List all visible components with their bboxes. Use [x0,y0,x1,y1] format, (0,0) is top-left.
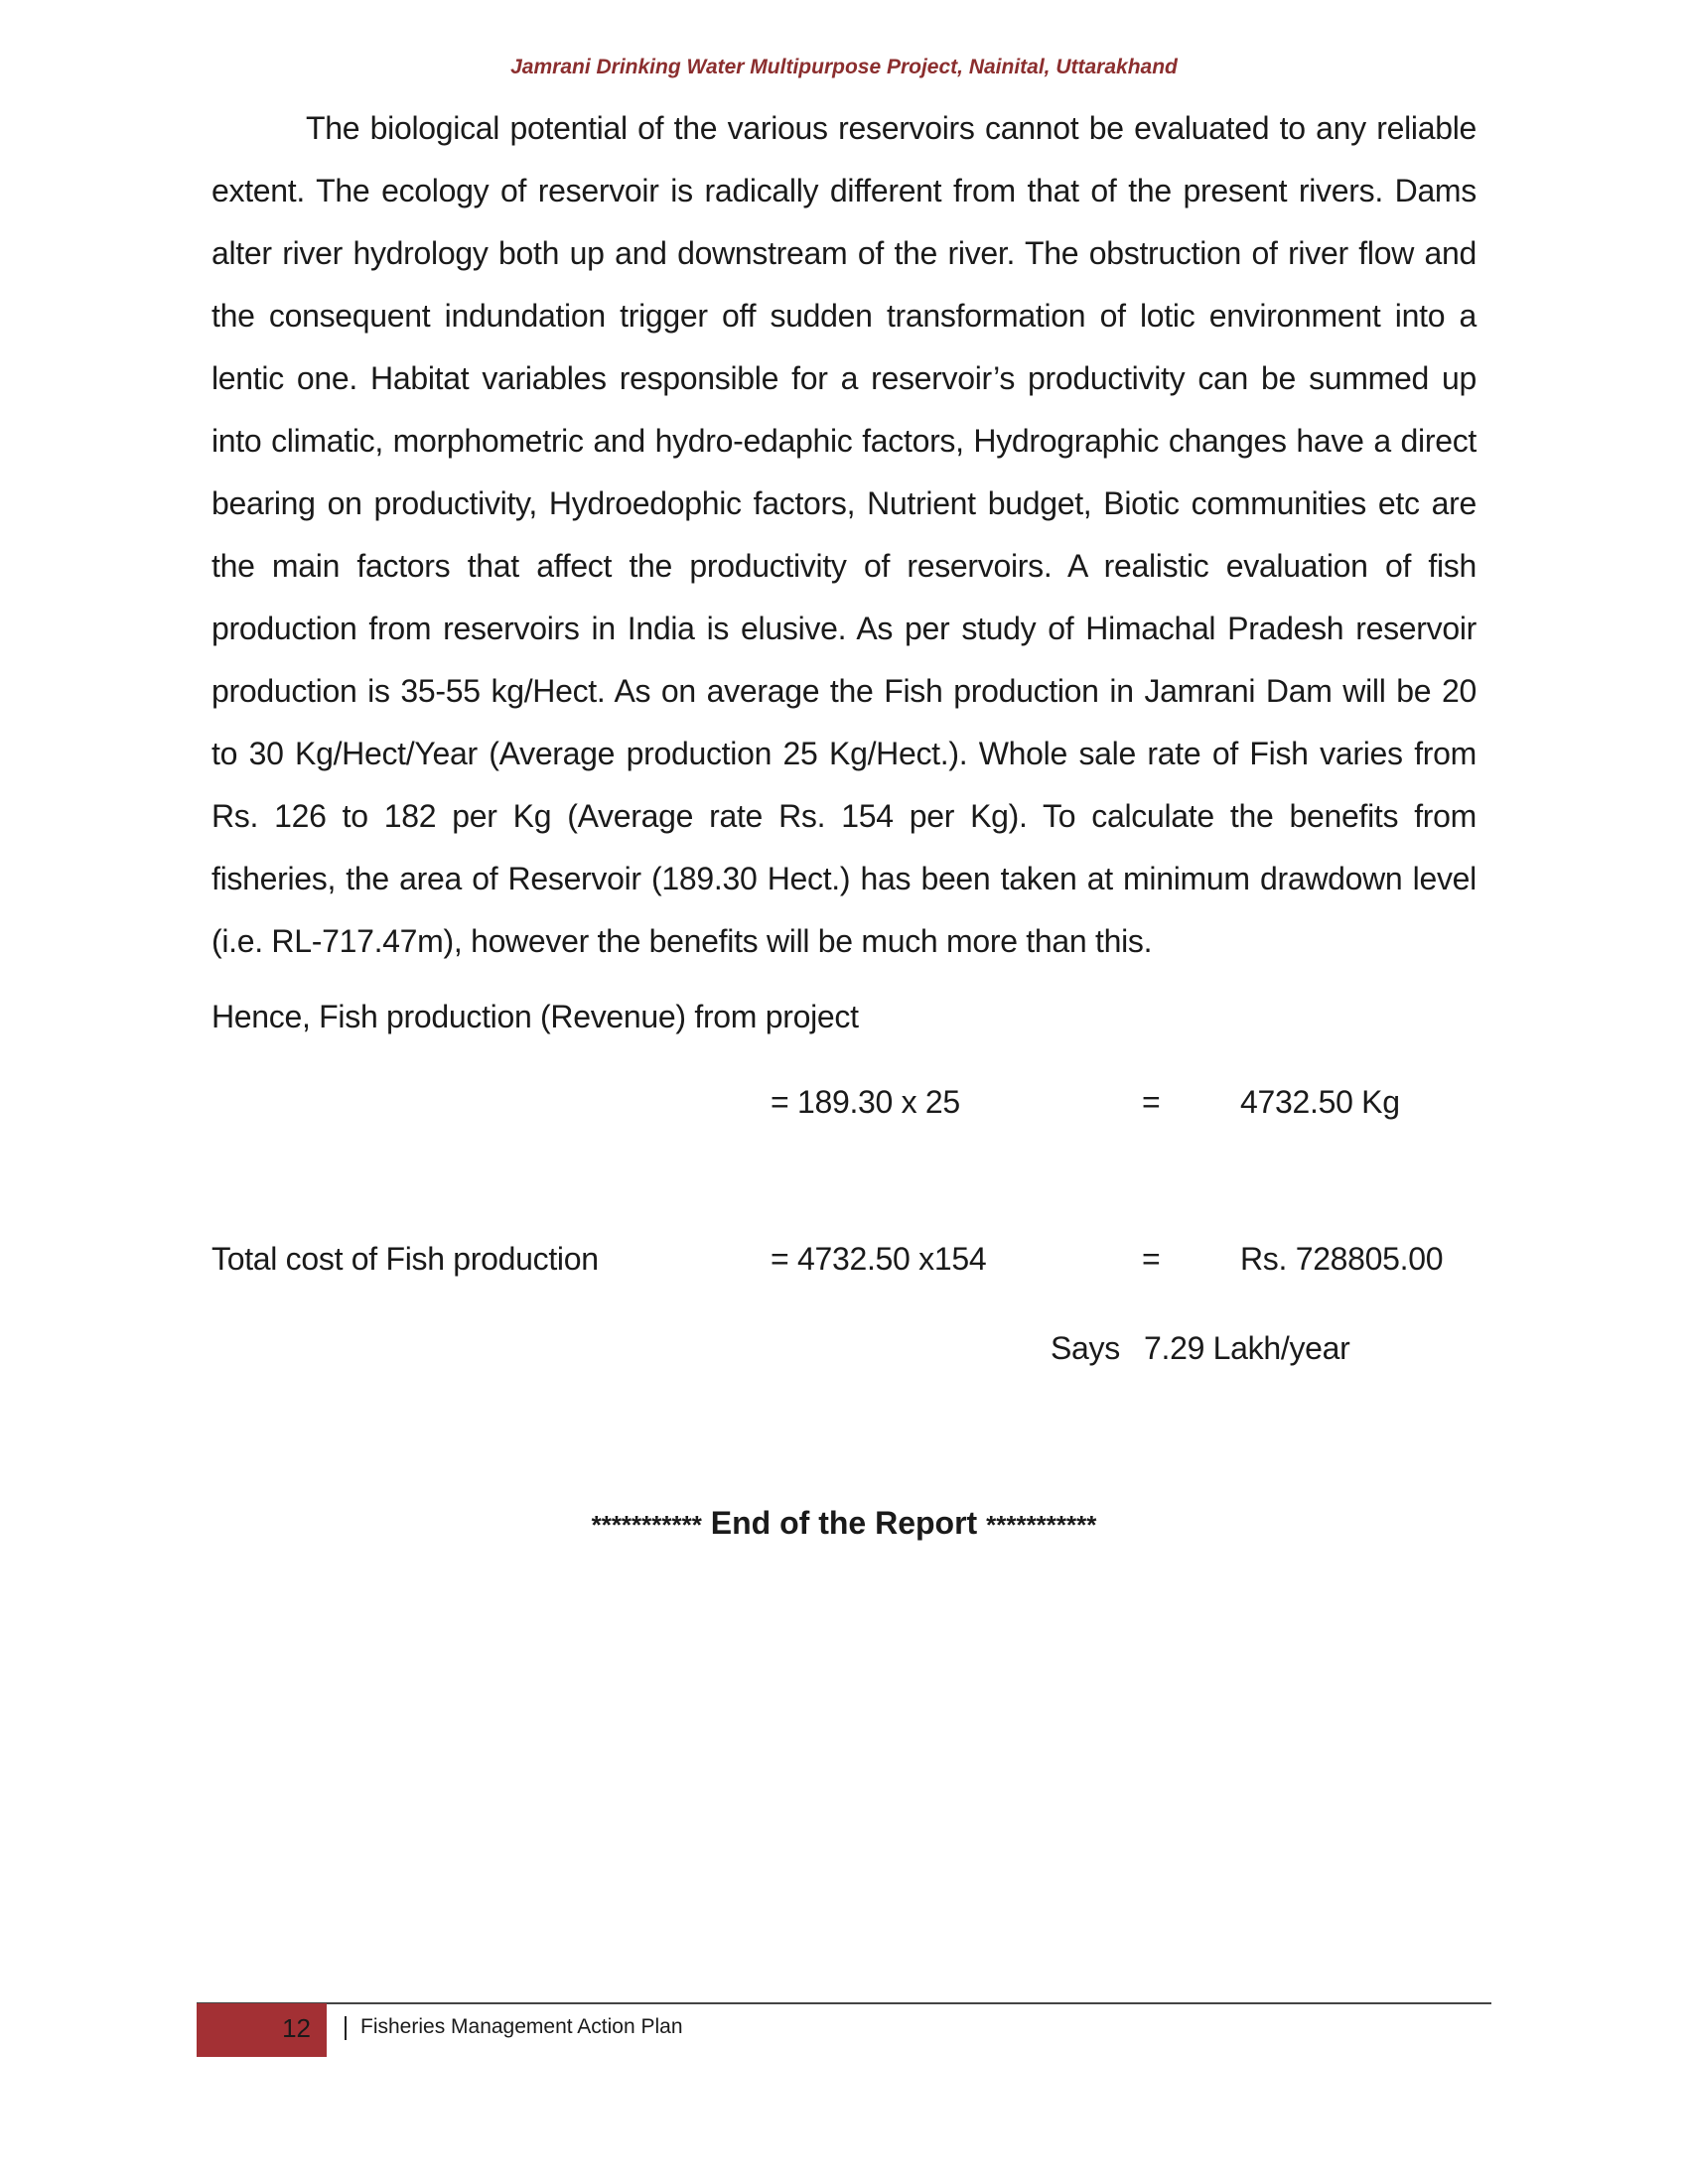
calc-row-production [211,1084,1477,1128]
calculation-intro: Hence, Fish production (Revenue) from project [211,999,859,1034]
end-of-report [0,1505,1688,1542]
footer-divider [197,2002,1491,2004]
calc-label: Total cost of Fish production [211,1241,599,1277]
calc-row-total-cost [211,1241,1477,1285]
page-number-box [197,2003,327,2057]
page-number: 12 [282,2013,311,2043]
footer-title: Fisheries Management Action Plan [360,2015,683,2038]
calc-expression: = 189.30 x 25 [771,1084,960,1120]
end-text: End of the Report [710,1505,978,1541]
stars-right: *********** [986,1510,1097,1540]
running-header: Jamrani Drinking Water Multipurpose Project, Nainital, Uttarakhand [510,56,1178,78]
says-value: 7.29 Lakh/year [1144,1330,1350,1366]
stars-left: *********** [591,1510,702,1540]
calc-equals: = [1142,1241,1161,1277]
says-label: Says [1051,1330,1120,1366]
calc-expression: = 4732.50 x154 [771,1241,987,1277]
footer-separator [345,2016,347,2040]
calc-result: Rs. 728805.00 [1240,1241,1444,1277]
calc-result: 4732.50 Kg [1240,1084,1400,1120]
calc-equals: = [1142,1084,1161,1120]
body-paragraph: The biological potential of the various reservoirs cannot be evaluated to any reliable extent. The ecology of reservoir is radically different from that of the present rivers. Dams alter river hydrology both up and downstream of the river. The obstruction of river flow and the consequent indundation trigger off sudden transformation of lotic environment into a lentic one. Habitat variables responsible for a reservoir’s productivity can be summed up into climatic, morphometric and hydro-edaphic factors, Hydrographic changes have a direct bearing on productivity, Hydroedophic factors, Nutrient budget, Biotic communities etc are the main factors that affect the productivity of reservoirs. A realistic evaluation of fish production from reservoirs in India is elusive. As per study of Himachal Pradesh reservoir production is 35-55 kg/Hect. As on average the Fish production in Jamrani Dam will be 20 to 30 Kg/Hect/Year (Average production 25 Kg/Hect.). Whole sale rate of Fish varies from Rs. 126 to 182 per Kg (Average rate Rs. 154 per Kg). To calculate the benefits from fisheries, the area of Reservoir (189.30 Hect.) has been taken at minimum drawdown level (i.e. RL-717.47m), however the benefits will be much more than this. [211,110,1477,959]
